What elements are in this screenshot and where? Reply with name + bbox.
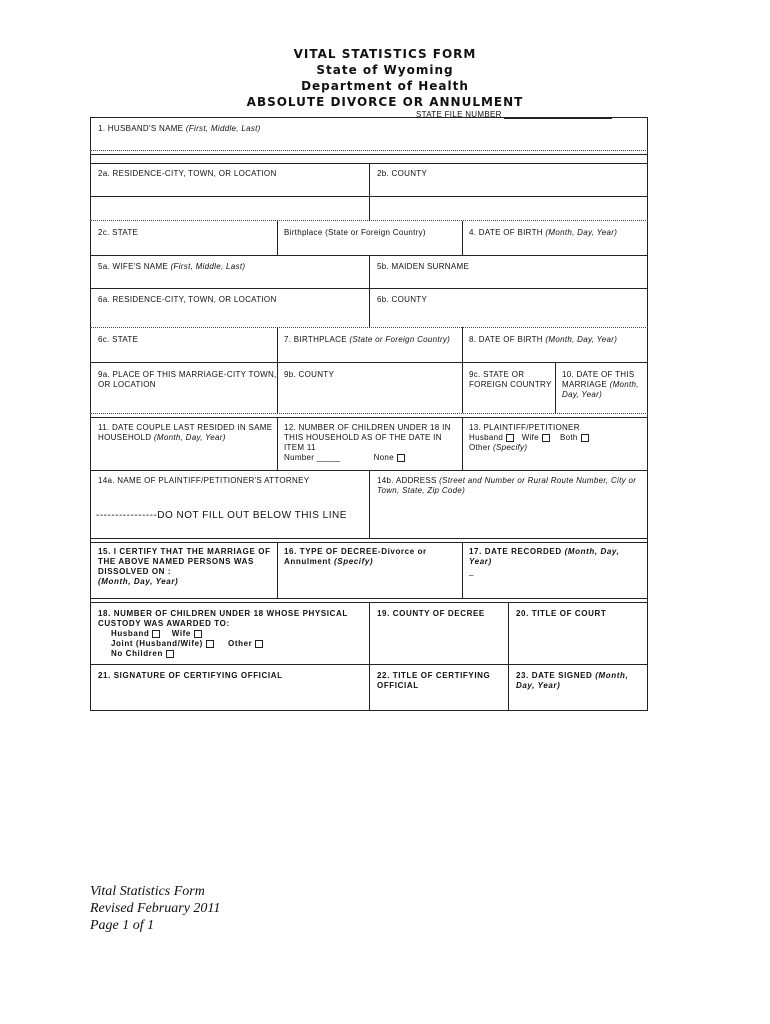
field-18-custody[interactable] <box>98 609 348 659</box>
field-hint: (Month, Day, Year) <box>545 335 618 344</box>
field-12-children-in-household[interactable] <box>284 423 451 463</box>
field-hint: (Month, Day, <box>564 547 620 556</box>
field-6c-state[interactable]: 6c. STATE <box>98 335 139 344</box>
field-14a-attorney-name[interactable]: 14a. NAME OF PLAINTIFF/PETITIONER'S ATTORNEY <box>98 476 310 485</box>
wife-label: Wife <box>521 433 539 442</box>
wife-checkbox[interactable] <box>542 434 550 442</box>
field-label: 12. NUMBER OF CHILDREN UNDER 18 IN <box>284 423 451 432</box>
field-15-dissolved-on[interactable] <box>98 547 271 587</box>
field-13-plaintiff[interactable] <box>469 423 589 453</box>
field-label: THE ABOVE NAMED PERSONS WAS <box>98 557 254 566</box>
field-hint: (Specify) <box>334 557 374 566</box>
joint-checkbox[interactable] <box>206 640 214 648</box>
field-label: FOREIGN COUNTRY <box>469 380 552 389</box>
field-22-title-of-official[interactable] <box>377 671 490 691</box>
form-subtitle: ABSOLUTE DIVORCE OR ANNULMENT <box>246 95 524 109</box>
field-9a-place-of-marriage[interactable] <box>98 370 277 390</box>
field-hint: (Month, <box>595 671 629 680</box>
rule <box>90 417 648 418</box>
rule <box>508 602 509 710</box>
field-label: 7. BIRTHPLACE <box>284 335 347 344</box>
field-hint: (State or Foreign Country) <box>349 335 451 344</box>
field-10-date-of-marriage[interactable] <box>562 370 639 400</box>
field-19-county-of-decree[interactable]: 19. COUNTY OF DECREE <box>377 609 485 618</box>
footer-form-name: Vital Statistics Form <box>90 884 205 899</box>
field-label: DISSOLVED ON : <box>98 567 172 576</box>
wife-label: Wife <box>171 629 191 638</box>
field-label: 17. DATE RECORDED <box>469 547 562 556</box>
rule <box>462 417 463 470</box>
rule <box>277 362 278 413</box>
rule <box>462 542 463 598</box>
field-11-date-last-resided[interactable] <box>98 423 272 443</box>
husband-checkbox[interactable] <box>506 434 514 442</box>
field-hint: Town, State, Zip Code) <box>377 486 466 495</box>
husband-checkbox[interactable] <box>152 630 160 638</box>
field-label: 22. TITLE OF CERTIFYING <box>377 671 491 680</box>
field-label: Annulment <box>284 557 332 566</box>
field-label: OFFICIAL <box>377 681 419 690</box>
other-checkbox[interactable] <box>255 640 263 648</box>
field-label: 4. DATE OF BIRTH <box>469 228 543 237</box>
rule <box>90 327 648 328</box>
rule <box>90 542 648 543</box>
department-name: Department of Health <box>301 79 469 93</box>
field-hint: (Month, Day, Year) <box>153 433 226 442</box>
other-label: Other <box>228 639 253 648</box>
field-label: 1. HUSBAND'S NAME <box>98 124 184 133</box>
field-16-type-of-decree[interactable] <box>284 547 427 567</box>
state-name: State of Wyoming <box>316 63 454 77</box>
wife-checkbox[interactable] <box>194 630 202 638</box>
none-label: None <box>373 453 394 462</box>
rule <box>90 154 648 155</box>
field-5b-maiden-surname[interactable]: 5b. MAIDEN SURNAME <box>377 262 470 271</box>
field-label: OR LOCATION <box>98 380 156 389</box>
field-label: 8. DATE OF BIRTH <box>469 335 543 344</box>
rule <box>90 150 648 151</box>
field-6b-county[interactable]: 6b. COUNTY <box>377 295 428 304</box>
field-4-date-of-birth[interactable] <box>469 228 617 238</box>
field-hint: Day, Year) <box>516 681 561 690</box>
field-label: 11. DATE COUPLE LAST RESIDED IN SAME <box>98 423 273 432</box>
field-hint: Day, Year) <box>562 390 603 399</box>
field-23-date-signed[interactable] <box>516 671 628 691</box>
field-3-birthplace[interactable]: Birthplace (State or Foreign Country) <box>284 228 426 237</box>
rule <box>462 221 463 255</box>
rule <box>462 327 463 362</box>
form-title: VITAL STATISTICS FORM <box>293 47 477 61</box>
field-8-date-of-birth[interactable] <box>469 335 617 345</box>
field-hint: (Month, Day, Year) <box>545 228 618 237</box>
rule <box>369 470 370 538</box>
do-not-fill-notice: ----------------DO NOT FILL OUT BELOW THIS LINE <box>96 510 347 521</box>
husband-label: Husband <box>469 433 504 442</box>
rule <box>369 255 370 327</box>
field-9c-state-or-country[interactable] <box>469 370 552 390</box>
field-hint: (Specify) <box>493 443 528 452</box>
field-label: 18. NUMBER OF CHILDREN UNDER 18 WHOSE PHYSICAL <box>98 609 348 618</box>
field-label: CUSTODY WAS AWARDED TO: <box>98 619 230 628</box>
both-checkbox[interactable] <box>581 434 589 442</box>
field-7-birthplace[interactable] <box>284 335 450 345</box>
field-hint: Year) <box>469 557 492 566</box>
state-file-number-label: STATE FILE NUMBER <box>416 110 502 119</box>
both-label: Both <box>560 433 578 442</box>
field-9b-county[interactable]: 9b. COUNTY <box>284 370 335 379</box>
rule <box>369 602 370 710</box>
field-17-date-recorded[interactable] <box>469 547 619 577</box>
field-6a-residence[interactable]: 6a. RESIDENCE-CITY, TOWN, OR LOCATION <box>98 295 277 304</box>
field-label: 5a. WIFE'S NAME <box>98 262 169 271</box>
field-label: 13. PLAINTIFF/PETITIONER <box>469 423 580 432</box>
field-14b-address[interactable] <box>377 476 636 496</box>
rule <box>462 362 463 413</box>
field-2a-residence[interactable]: 2a. RESIDENCE-CITY, TOWN, OR LOCATION <box>98 169 277 178</box>
field-hint: (Street and Number or Rural Route Number, City or <box>439 476 637 485</box>
field-hint: (First, Middle, Last) <box>170 262 246 271</box>
rule <box>90 362 648 363</box>
field-1-husband-name[interactable] <box>98 124 261 134</box>
field-label: 9c. STATE OR <box>469 370 525 379</box>
field-mark: _ <box>469 567 475 576</box>
rule <box>90 538 648 539</box>
rule <box>555 362 556 413</box>
field-label: 16. TYPE OF DECREE-Divorce or <box>284 547 427 556</box>
field-hint: (First, Middle, Last) <box>185 124 261 133</box>
field-label: 15. I CERTIFY THAT THE MARRIAGE OF <box>98 547 271 556</box>
joint-label: Joint (Husband/Wife) <box>111 639 203 648</box>
rule <box>277 221 278 255</box>
field-21-signature[interactable]: 21. SIGNATURE OF CERTIFYING OFFICIAL <box>98 671 283 680</box>
no-children-label: No Children <box>111 649 163 658</box>
rule <box>277 417 278 470</box>
rule <box>369 163 370 221</box>
footer-page-number: Page 1 of 1 <box>90 918 155 933</box>
field-label: ITEM 11 <box>284 443 316 452</box>
field-label: THIS HOUSEHOLD AS OF THE DATE IN <box>284 433 442 442</box>
field-20-title-of-court[interactable]: 20. TITLE OF COURT <box>516 609 607 618</box>
field-5a-wife-name[interactable] <box>98 262 245 272</box>
number-label: Number _____ <box>284 453 341 462</box>
rule <box>90 598 648 599</box>
footer-revision: Revised February 2011 <box>90 901 221 916</box>
field-hint: (Month, Day, Year) <box>98 577 179 586</box>
field-hint: (Month, <box>609 380 639 389</box>
field-label: 23. DATE SIGNED <box>516 671 593 680</box>
field-label: MARRIAGE <box>562 380 608 389</box>
field-label: 10. DATE OF THIS <box>562 370 635 379</box>
none-checkbox[interactable] <box>397 454 405 462</box>
no-children-checkbox[interactable] <box>166 650 174 658</box>
field-label: 14b. ADDRESS <box>377 476 437 485</box>
field-2c-state[interactable]: 2c. STATE <box>98 228 139 237</box>
field-label: HOUSEHOLD <box>98 433 152 442</box>
rule <box>277 542 278 598</box>
field-label: 9a. PLACE OF THIS MARRIAGE-CITY TOWN, <box>98 370 277 379</box>
husband-label: Husband <box>111 629 150 638</box>
rule <box>277 327 278 362</box>
field-2b-county[interactable]: 2b. COUNTY <box>377 169 428 178</box>
other-label: Other <box>469 443 491 452</box>
rule <box>90 413 648 414</box>
